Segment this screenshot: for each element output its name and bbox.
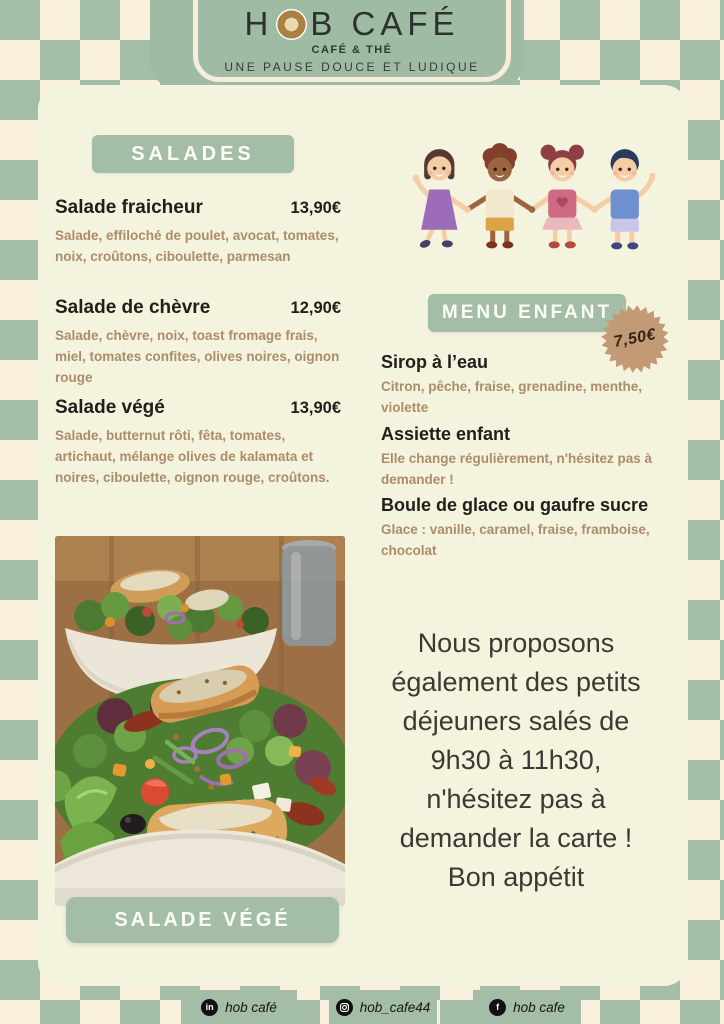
enfant-item-glace xyxy=(381,495,687,562)
social-handle: hob café xyxy=(225,999,277,1015)
badge-price: 7,50€ xyxy=(612,326,658,351)
social-handle: hob cafe xyxy=(513,999,565,1015)
linkedin-icon: in xyxy=(201,999,218,1016)
item-price: 13,90€ xyxy=(290,199,341,217)
enfant-item-assiette xyxy=(381,424,687,491)
footer-social-instagram[interactable] xyxy=(329,990,437,1024)
coffee-cup-icon xyxy=(276,9,307,40)
footer-social-facebook[interactable] xyxy=(473,990,581,1024)
enfant-item-sirop xyxy=(381,352,687,419)
children-illustration xyxy=(403,132,655,258)
announcement-line: déjeuners salés de xyxy=(402,706,630,736)
announcement-line: Nous proposons xyxy=(417,628,615,658)
announcement-text xyxy=(350,624,682,897)
header-tagline: UNE PAUSE DOUCE ET LUDIQUE xyxy=(224,60,480,74)
item-description: Salade, butternut rôti, fêta, tomates, artichaut, mélange olives de kalamata et noires, ciboulette, oignon rouge, croûtons. xyxy=(55,428,330,485)
announcement-line: également des petits xyxy=(391,667,641,697)
item-description: Salade, effiloché de poulet, avocat, tomates, noix, croûtons, ciboulette, parmesan xyxy=(55,228,339,264)
facebook-icon: f xyxy=(489,999,506,1016)
kid-curly-boy xyxy=(468,143,533,248)
cafe-logo xyxy=(193,5,511,43)
item-name: Salade de chèvre xyxy=(55,297,211,318)
announcement-line: 9h30 à 11h30, xyxy=(430,745,602,775)
menu-enfant-title-box: MENU ENFANT xyxy=(428,294,626,332)
item-name: Assiette enfant xyxy=(381,424,511,444)
kid-blue-boy xyxy=(595,149,655,249)
salades-title-box: SALADES xyxy=(92,135,294,173)
menu-item-salade-chevre xyxy=(55,297,341,389)
logo-text-left: H xyxy=(244,5,274,42)
item-name: Sirop à l’eau xyxy=(381,352,489,372)
menu-item-salade-vege xyxy=(55,397,341,489)
header-subtitle: CAFÉ & THÉ xyxy=(311,44,393,56)
item-description: Elle change régulièrement, n'hésitez pas à demander ! xyxy=(381,451,653,487)
item-name: Salade végé xyxy=(55,397,165,418)
item-description: Glace : vanille, caramel, fraise, framboise, chocolat xyxy=(381,522,650,558)
item-name: Salade fraicheur xyxy=(55,197,203,218)
kid-buns-girl xyxy=(532,145,594,249)
item-price: 13,90€ xyxy=(290,399,341,417)
footer-social-linkedin[interactable] xyxy=(181,990,297,1024)
kid-purple-girl xyxy=(413,149,468,249)
logo-text-right: B CAFÉ xyxy=(310,5,460,42)
glass-jar xyxy=(282,540,336,646)
item-price: 12,90€ xyxy=(290,299,341,317)
item-description: Salade, chèvre, noix, toast fromage frais, miel, tomates confites, olives noires, oignon rouge xyxy=(55,328,340,385)
salad-photo xyxy=(55,536,345,906)
photo-caption-label: SALADE VÉGÉ xyxy=(66,897,339,943)
item-name: Boule de glace ou gaufre sucre xyxy=(381,495,649,515)
item-description: Citron, pêche, fraise, grenadine, menthe, violette xyxy=(381,379,643,415)
instagram-icon xyxy=(336,999,353,1016)
announcement-line: demander la carte ! xyxy=(399,823,633,853)
announcement-line: n'hésitez pas à xyxy=(426,784,606,814)
announcement-line: Bon appétit xyxy=(447,862,585,892)
menu-item-salade-fraicheur xyxy=(55,197,341,268)
social-handle: hob_cafe44 xyxy=(359,999,431,1015)
